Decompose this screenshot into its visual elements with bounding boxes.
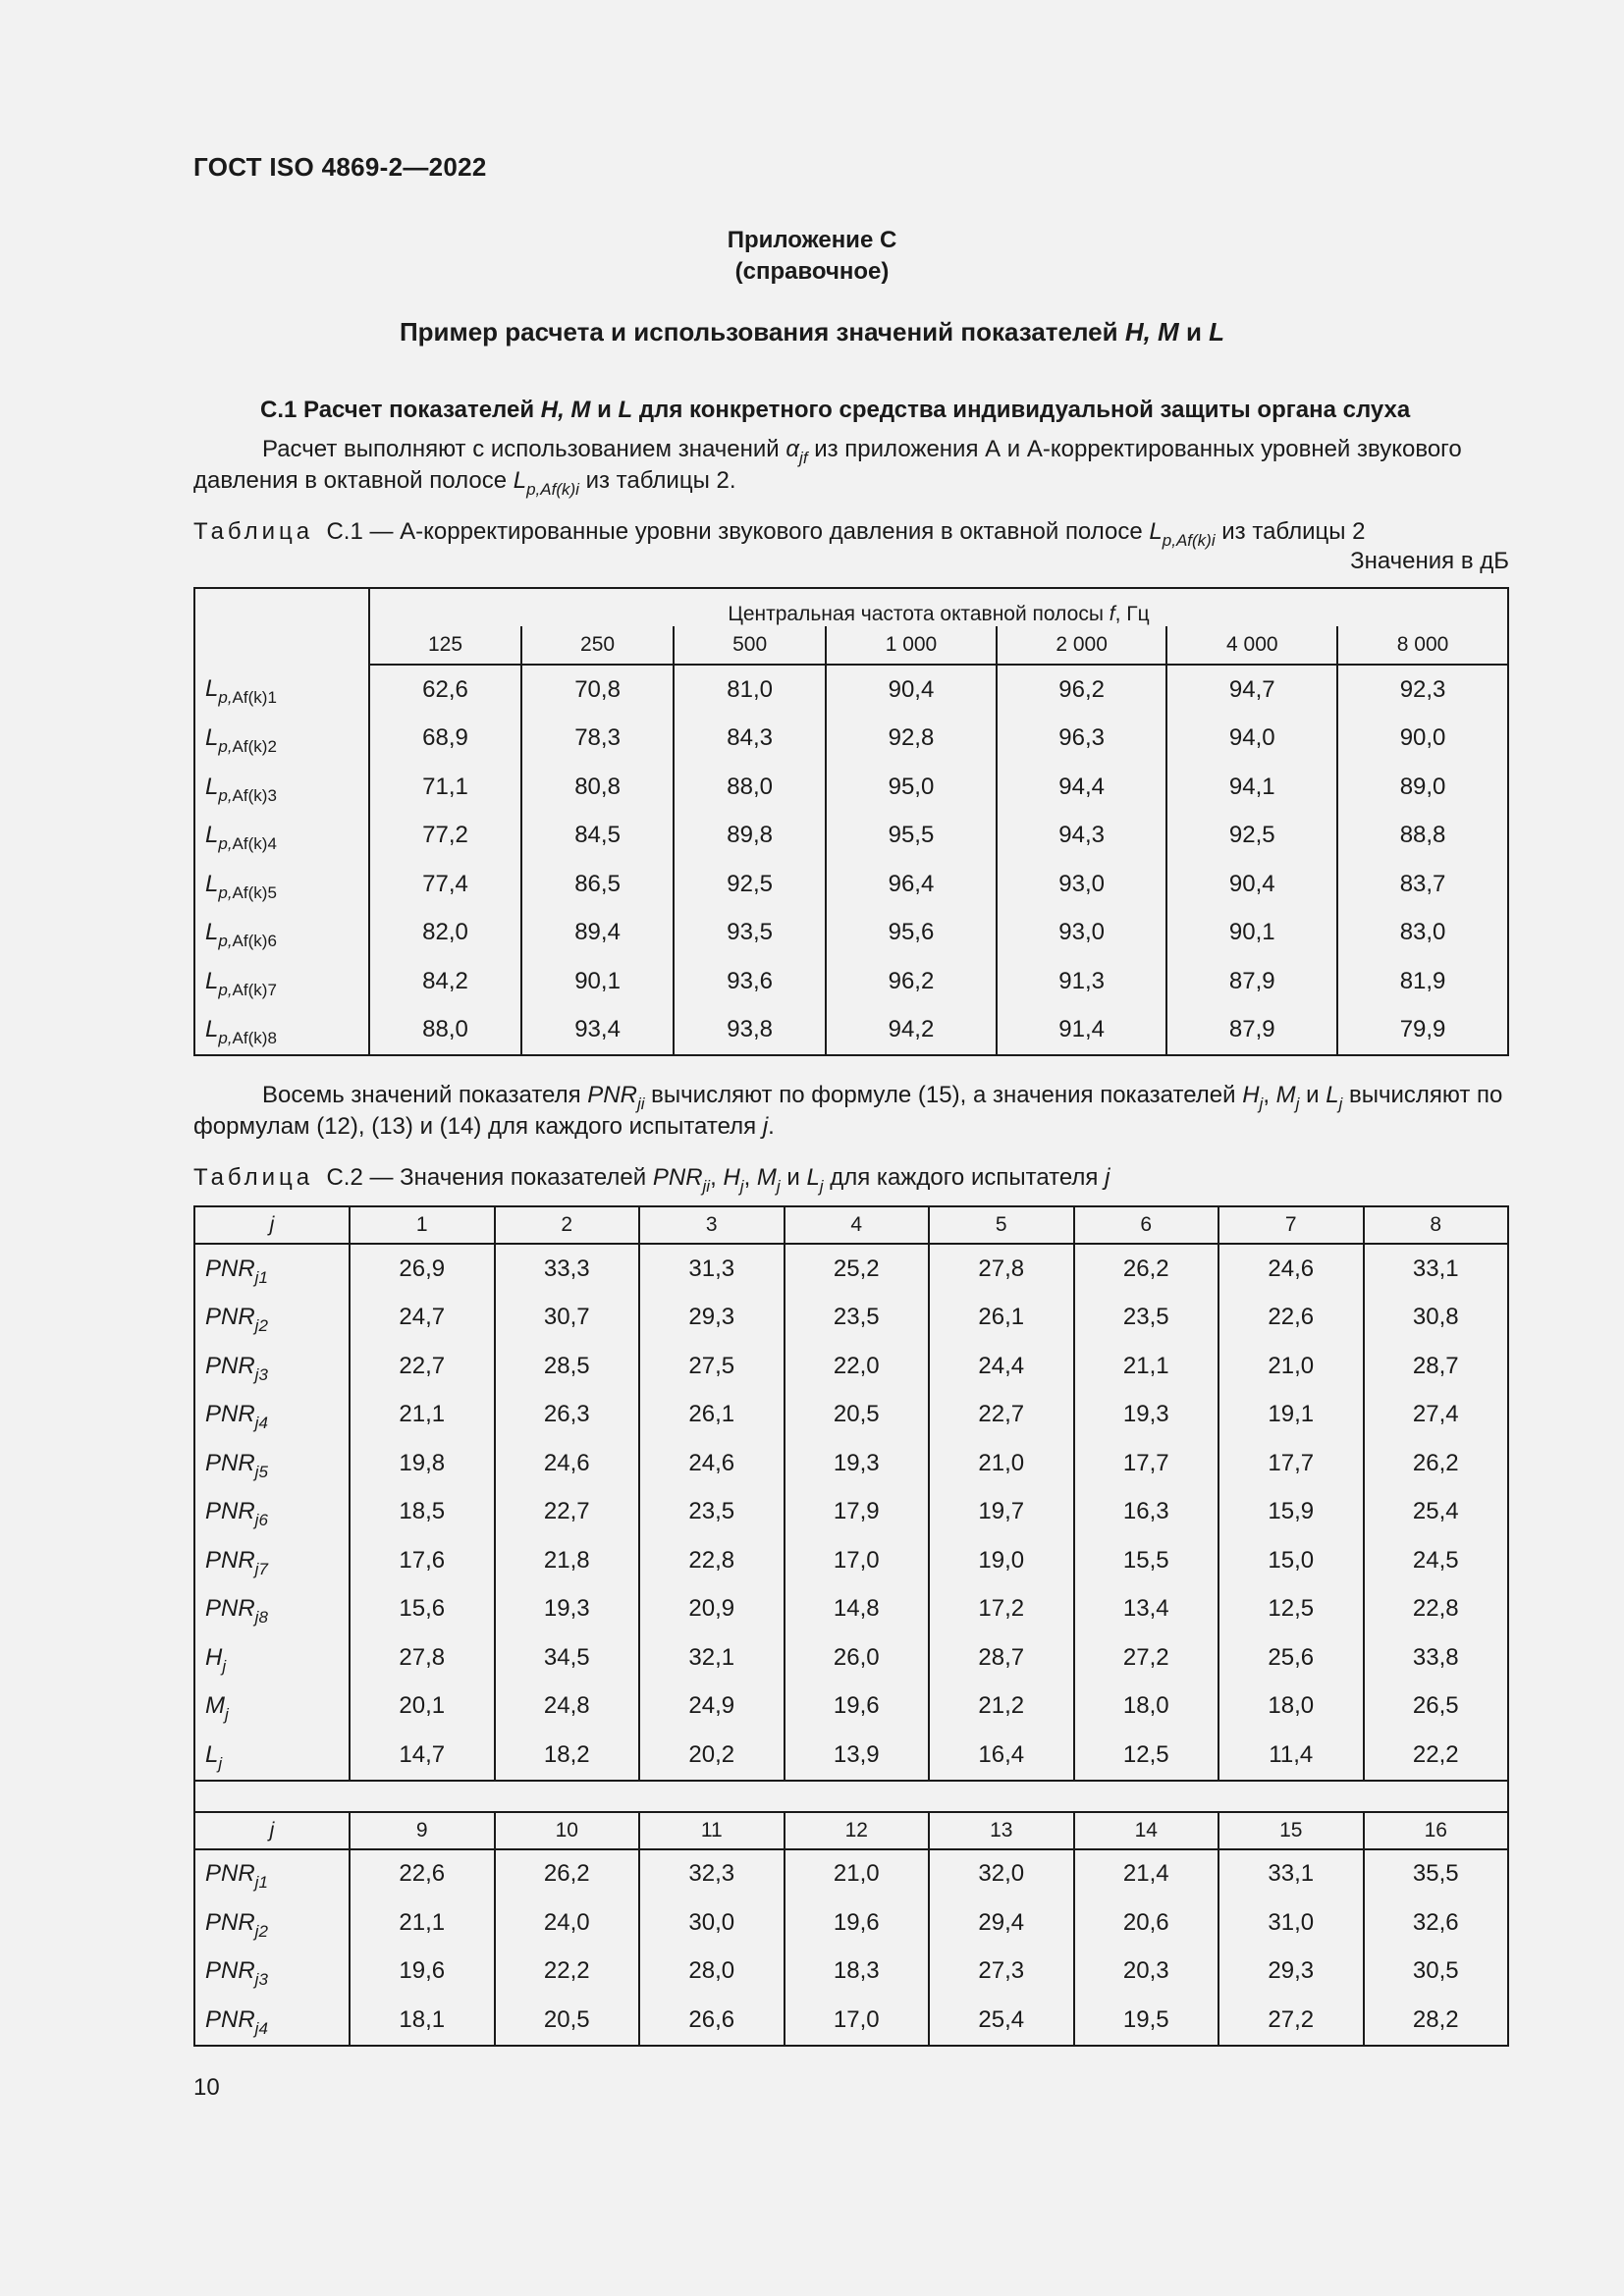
table-cell: 22,6 (350, 1849, 495, 1899)
table-cell: 93,5 (674, 909, 826, 958)
table-cell: 27,2 (1218, 1996, 1364, 2046)
table-row (194, 1439, 1508, 1488)
section-c1-title: С.1 Расчет показателей H, M и L для конкретного средства индивидуальной защиты органа слуха (260, 397, 1411, 423)
table-cell: 31,3 (639, 1244, 785, 1294)
table-c2-column-header: 1 (350, 1206, 495, 1244)
table-cell: 79,9 (1337, 1006, 1508, 1056)
table-cell: 24,9 (639, 1682, 785, 1732)
row-label: $L_{p,Af(k)3}$ (194, 763, 369, 812)
row-label: $L_{p,Af(k)6}$ (194, 909, 369, 958)
table-cell: 96,2 (997, 665, 1167, 715)
table-cell: 24,0 (495, 1898, 640, 1948)
table-cell: 19,3 (785, 1439, 930, 1488)
table-cell: 22,7 (495, 1488, 640, 1537)
table-cell: 87,9 (1166, 957, 1337, 1006)
table-c2-column-header: 6 (1074, 1206, 1219, 1244)
table-row (194, 763, 1508, 812)
table-cell: 26,2 (1074, 1244, 1219, 1294)
row-label: $PNR_{j1}$ (205, 1255, 268, 1287)
table-c2-header-row (194, 1812, 1508, 1849)
table-cell: 20,6 (1074, 1898, 1219, 1948)
table-cell: 19,0 (929, 1536, 1074, 1585)
table-cell: 26,3 (495, 1391, 640, 1440)
table-cell: 26,1 (929, 1294, 1074, 1343)
table-row (194, 1585, 1508, 1634)
table-cell: 92,5 (1166, 812, 1337, 861)
row-label: $PNR_{j7}$ (205, 1546, 268, 1578)
table-cell: 27,4 (1364, 1391, 1509, 1440)
table-c1-units: Значения в дБ (1350, 548, 1509, 574)
table-cell: 18,1 (350, 1996, 495, 2046)
table-cell: 70,8 (521, 665, 674, 715)
table-cell: 30,5 (1364, 1948, 1509, 1997)
table-cell: 82,0 (369, 909, 521, 958)
table-cell: 96,2 (826, 957, 997, 1006)
table-row (194, 665, 1508, 715)
table-cell: 24,6 (1218, 1244, 1364, 1294)
table-cell: 94,4 (997, 763, 1167, 812)
table-cell: 88,0 (674, 763, 826, 812)
page-number: 10 (193, 2074, 220, 2101)
table-c1-column-header: 250 (521, 626, 674, 665)
table-cell: 19,6 (785, 1682, 930, 1732)
table-cell: 62,6 (369, 665, 521, 715)
table-row (194, 1488, 1508, 1537)
table-cell: 22,8 (1364, 1585, 1509, 1634)
table-cell: 24,6 (639, 1439, 785, 1488)
table-row (194, 1731, 1508, 1781)
table-cell: 32,3 (639, 1849, 785, 1899)
table-c2-column-header: 15 (1218, 1812, 1364, 1849)
table-row (194, 1849, 1508, 1899)
section-c1-paragraph: Расчет выполняют с использованием значений $\alpha_{jf}$ из приложения А и А-корректированных уровней звукового давления в октавной полосе $L_{p,Af(k)i}$ из таблицы 2. (193, 436, 1462, 499)
table-cell: 20,5 (495, 1996, 640, 2046)
table-row (194, 1244, 1508, 1294)
row-label: $L_{p,Af(k)8}$ (194, 1006, 369, 1056)
table-cell: 19,3 (495, 1585, 640, 1634)
table-cell: 29,4 (929, 1898, 1074, 1948)
table-cell: 28,5 (495, 1342, 640, 1391)
table-cell: 21,2 (929, 1682, 1074, 1732)
table-cell: 21,1 (350, 1898, 495, 1948)
table-cell: 24,4 (929, 1342, 1074, 1391)
table-c1-column-header: 2 000 (997, 626, 1167, 665)
table-cell: 13,9 (785, 1731, 930, 1781)
table-cell: 93,0 (997, 909, 1167, 958)
paragraph-between-tables: Восемь значений показателя $PNR_{ji}$ вычисляют по формуле (15), а значения показателей $H_j$, $M_j$ и $L_j$ вычисляют по формулам (12), (13) и (14) для каждого испытателя j. (193, 1082, 1503, 1140)
table-c1-corner (194, 588, 369, 665)
table-cell: 83,0 (1337, 909, 1508, 958)
table-cell: 90,4 (1166, 860, 1337, 909)
table-cell: 17,6 (350, 1536, 495, 1585)
table-cell: 15,9 (1218, 1488, 1364, 1537)
separator-cell (194, 1781, 1508, 1812)
table-cell: 17,0 (785, 1536, 930, 1585)
table-row (194, 1391, 1508, 1440)
table-c2-column-header: 13 (929, 1812, 1074, 1849)
appendix-title: Приложение С (727, 227, 897, 253)
table-cell: 35,5 (1364, 1849, 1509, 1899)
table-cell: 83,7 (1337, 860, 1508, 909)
table-cell: 24,8 (495, 1682, 640, 1732)
row-label: $H_j$ (205, 1643, 227, 1676)
table-cell: 93,0 (997, 860, 1167, 909)
table-c2-column-header: 10 (495, 1812, 640, 1849)
table-row (194, 860, 1508, 909)
table-c1-column-header: 8 000 (1337, 626, 1508, 665)
table-cell: 90,0 (1337, 715, 1508, 764)
table-cell: 25,6 (1218, 1633, 1364, 1682)
table-cell: 93,8 (674, 1006, 826, 1056)
table-cell: 30,8 (1364, 1294, 1509, 1343)
table-cell: 14,8 (785, 1585, 930, 1634)
table-cell: 17,2 (929, 1585, 1074, 1634)
table-cell: 22,8 (639, 1536, 785, 1585)
table-c2-column-header: 2 (495, 1206, 640, 1244)
table-cell: 77,2 (369, 812, 521, 861)
table-cell: 26,2 (495, 1849, 640, 1899)
table-cell: 29,3 (1218, 1948, 1364, 1997)
table-row (194, 1898, 1508, 1948)
table-cell: 17,0 (785, 1996, 930, 2046)
table-cell: 26,6 (639, 1996, 785, 2046)
table-cell: 88,8 (1337, 812, 1508, 861)
appendix-heading: Пример расчета и использования значений показателей H, M и L (399, 317, 1225, 347)
table-cell: 94,7 (1166, 665, 1337, 715)
table-cell: 21,0 (785, 1849, 930, 1899)
table-cell: 33,1 (1364, 1244, 1509, 1294)
table-cell: 95,0 (826, 763, 997, 812)
table-row (194, 1996, 1508, 2046)
table-cell: 25,4 (1364, 1488, 1509, 1537)
table-cell: 19,8 (350, 1439, 495, 1488)
table-cell: 17,7 (1074, 1439, 1219, 1488)
table-cell: 16,4 (929, 1731, 1074, 1781)
table-cell: 19,6 (350, 1948, 495, 1997)
table-cell: 31,0 (1218, 1898, 1364, 1948)
table-cell: 19,5 (1074, 1996, 1219, 2046)
table-cell: 27,8 (350, 1633, 495, 1682)
table-cell: 95,6 (826, 909, 997, 958)
table-cell: 27,5 (639, 1342, 785, 1391)
table-cell: 25,4 (929, 1996, 1074, 2046)
table-cell: 24,5 (1364, 1536, 1509, 1585)
table-cell: 21,0 (929, 1439, 1074, 1488)
table-cell: 91,4 (997, 1006, 1167, 1056)
table-c2 (193, 1205, 1509, 2047)
row-label: $L_{p,Af(k)7}$ (194, 957, 369, 1006)
table-c2-column-header: 8 (1364, 1206, 1509, 1244)
table-cell: 20,1 (350, 1682, 495, 1732)
table-cell: 26,5 (1364, 1682, 1509, 1732)
row-label: $PNR_{j2}$ (205, 1908, 268, 1941)
table-cell: 22,2 (495, 1948, 640, 1997)
table-cell: 22,0 (785, 1342, 930, 1391)
row-label: $PNR_{j8}$ (205, 1595, 268, 1628)
table-cell: 24,7 (350, 1294, 495, 1343)
row-label: $PNR_{j2}$ (205, 1304, 268, 1336)
table-cell: 29,3 (639, 1294, 785, 1343)
table-c1-group-header: Центральная частота октавной полосы f, Гц (728, 603, 1150, 625)
table-cell: 84,5 (521, 812, 674, 861)
table-cell: 26,1 (639, 1391, 785, 1440)
table-c2-column-header: 16 (1364, 1812, 1509, 1849)
table-cell: 94,1 (1166, 763, 1337, 812)
table-cell: 33,1 (1218, 1849, 1364, 1899)
table-c2-column-header: 5 (929, 1206, 1074, 1244)
table-c2-caption: Таблица С.2 — Значения показателей $PNR_{ji}$, $H_j$, $M_j$ и $L_j$ для каждого испытателя j (193, 1164, 1110, 1196)
table-cell: 27,8 (929, 1244, 1074, 1294)
table-c2-column-header: 12 (785, 1812, 930, 1849)
table-cell: 90,4 (826, 665, 997, 715)
table-cell: 21,4 (1074, 1849, 1219, 1899)
table-cell: 94,3 (997, 812, 1167, 861)
table-cell: 90,1 (1166, 909, 1337, 958)
table-cell: 94,0 (1166, 715, 1337, 764)
table-cell: 84,3 (674, 715, 826, 764)
table-cell: 87,9 (1166, 1006, 1337, 1056)
table-cell: 19,6 (785, 1898, 930, 1948)
table-cell: 92,8 (826, 715, 997, 764)
table-cell: 17,9 (785, 1488, 930, 1537)
table-cell: 91,3 (997, 957, 1167, 1006)
table-cell: 23,5 (1074, 1294, 1219, 1343)
row-label: $PNR_{j4}$ (205, 1401, 268, 1433)
table-cell: 20,3 (1074, 1948, 1219, 1997)
table-cell: 15,6 (350, 1585, 495, 1634)
table-cell: 81,0 (674, 665, 826, 715)
table-row (194, 1682, 1508, 1732)
table-c2-column-header: 11 (639, 1812, 785, 1849)
table-cell: 28,7 (929, 1633, 1074, 1682)
table-cell: 88,0 (369, 1006, 521, 1056)
table-cell: 95,5 (826, 812, 997, 861)
table-cell: 13,4 (1074, 1585, 1219, 1634)
table-cell: 30,7 (495, 1294, 640, 1343)
table-cell: 27,2 (1074, 1633, 1219, 1682)
table-row (194, 812, 1508, 861)
row-label: $L_{p,Af(k)4}$ (194, 812, 369, 861)
table-cell: 14,7 (350, 1731, 495, 1781)
table-cell: 90,1 (521, 957, 674, 1006)
table-cell: 22,2 (1364, 1731, 1509, 1781)
table-cell: 21,1 (1074, 1342, 1219, 1391)
table-cell: 24,6 (495, 1439, 640, 1488)
table-cell: 71,1 (369, 763, 521, 812)
table-c2-column-header: 9 (350, 1812, 495, 1849)
table-cell: 25,2 (785, 1244, 930, 1294)
table-cell: 18,3 (785, 1948, 930, 1997)
table-cell: 34,5 (495, 1633, 640, 1682)
table-cell: 12,5 (1074, 1731, 1219, 1781)
table-cell: 28,2 (1364, 1996, 1509, 2046)
table-cell: 23,5 (785, 1294, 930, 1343)
table-cell: 20,2 (639, 1731, 785, 1781)
table-row (194, 957, 1508, 1006)
table-c1-column-header: 125 (369, 626, 521, 665)
table-row (194, 1294, 1508, 1343)
table-cell: 11,4 (1218, 1731, 1364, 1781)
table-cell: 27,3 (929, 1948, 1074, 1997)
table-cell: 22,7 (929, 1391, 1074, 1440)
table-cell: 21,1 (350, 1391, 495, 1440)
table-row (194, 1948, 1508, 1997)
table-cell: 33,3 (495, 1244, 640, 1294)
table-cell: 19,1 (1218, 1391, 1364, 1440)
table-c2-header-row (194, 1206, 1508, 1244)
table-cell: 23,5 (639, 1488, 785, 1537)
row-label: $L_{p,Af(k)5}$ (194, 860, 369, 909)
table-cell: 30,0 (639, 1898, 785, 1948)
table-cell: 26,2 (1364, 1439, 1509, 1488)
column-label-j: j (194, 1812, 350, 1849)
table-cell: 32,0 (929, 1849, 1074, 1899)
table-cell: 33,8 (1364, 1633, 1509, 1682)
table-cell: 93,6 (674, 957, 826, 1006)
table-cell: 19,3 (1074, 1391, 1219, 1440)
table-cell: 68,9 (369, 715, 521, 764)
table-cell: 21,8 (495, 1536, 640, 1585)
table-cell: 92,5 (674, 860, 826, 909)
table-cell: 18,5 (350, 1488, 495, 1537)
table-c1-column-header: 500 (674, 626, 826, 665)
row-label: $PNR_{j5}$ (205, 1449, 268, 1481)
table-c1 (193, 587, 1509, 1056)
table-cell: 86,5 (521, 860, 674, 909)
table-cell: 94,2 (826, 1006, 997, 1056)
appendix-subtitle: (справочное) (734, 258, 890, 285)
row-label: $L_{p,Af(k)2}$ (194, 715, 369, 764)
table-cell: 89,0 (1337, 763, 1508, 812)
table-cell: 81,9 (1337, 957, 1508, 1006)
row-label: $PNR_{j3}$ (205, 1957, 268, 1990)
table-cell: 18,0 (1074, 1682, 1219, 1732)
table-c2-separator (194, 1781, 1508, 1812)
table-cell: 22,6 (1218, 1294, 1364, 1343)
table-c1-column-header: 1 000 (826, 626, 997, 665)
table-cell: 80,8 (521, 763, 674, 812)
table-row (194, 1536, 1508, 1585)
row-label: $L_{p,Af(k)1}$ (194, 665, 369, 715)
table-cell: 89,8 (674, 812, 826, 861)
table-row (194, 909, 1508, 958)
table-cell: 15,0 (1218, 1536, 1364, 1585)
table-cell: 19,7 (929, 1488, 1074, 1537)
table-cell: 78,3 (521, 715, 674, 764)
standard-header: ГОСТ ISO 4869-2—2022 (193, 152, 487, 182)
table-c2-column-header: 14 (1074, 1812, 1219, 1849)
table-cell: 15,5 (1074, 1536, 1219, 1585)
table-row (194, 715, 1508, 764)
row-label: $PNR_{j3}$ (205, 1352, 268, 1384)
table-cell: 93,4 (521, 1006, 674, 1056)
table-cell: 18,2 (495, 1731, 640, 1781)
table-cell: 22,7 (350, 1342, 495, 1391)
table-cell: 96,3 (997, 715, 1167, 764)
row-label: $PNR_{j1}$ (205, 1860, 268, 1893)
table-c2-column-header: 3 (639, 1206, 785, 1244)
table-cell: 28,0 (639, 1948, 785, 1997)
table-cell: 18,0 (1218, 1682, 1364, 1732)
table-cell: 26,0 (785, 1633, 930, 1682)
table-c1-caption: Таблица С.1 — А-корректированные уровни звукового давления в октавной полосе $L_{p,Af(k)i}$ из таблицы 2 (193, 518, 1366, 550)
column-label-j: j (194, 1206, 350, 1244)
table-cell: 28,7 (1364, 1342, 1509, 1391)
table-cell: 20,5 (785, 1391, 930, 1440)
table-cell: 26,9 (350, 1244, 495, 1294)
table-cell: 92,3 (1337, 665, 1508, 715)
table-c2-column-header: 7 (1218, 1206, 1364, 1244)
row-label: $L_j$ (205, 1740, 223, 1773)
table-cell: 32,1 (639, 1633, 785, 1682)
row-label: $M_j$ (205, 1692, 229, 1725)
table-cell: 89,4 (521, 909, 674, 958)
table-cell: 20,9 (639, 1585, 785, 1634)
table-cell: 84,2 (369, 957, 521, 1006)
table-c1-column-header: 4 000 (1166, 626, 1337, 665)
table-cell: 16,3 (1074, 1488, 1219, 1537)
table-cell: 17,7 (1218, 1439, 1364, 1488)
table-cell: 96,4 (826, 860, 997, 909)
table-cell: 32,6 (1364, 1898, 1509, 1948)
row-label: $PNR_{j4}$ (205, 2005, 268, 2038)
table-c2-column-header: 4 (785, 1206, 930, 1244)
table-cell: 21,0 (1218, 1342, 1364, 1391)
table-cell: 77,4 (369, 860, 521, 909)
table-row (194, 1006, 1508, 1056)
table-row (194, 1342, 1508, 1391)
table-cell: 12,5 (1218, 1585, 1364, 1634)
row-label: $PNR_{j6}$ (205, 1498, 268, 1530)
table-row (194, 1633, 1508, 1682)
